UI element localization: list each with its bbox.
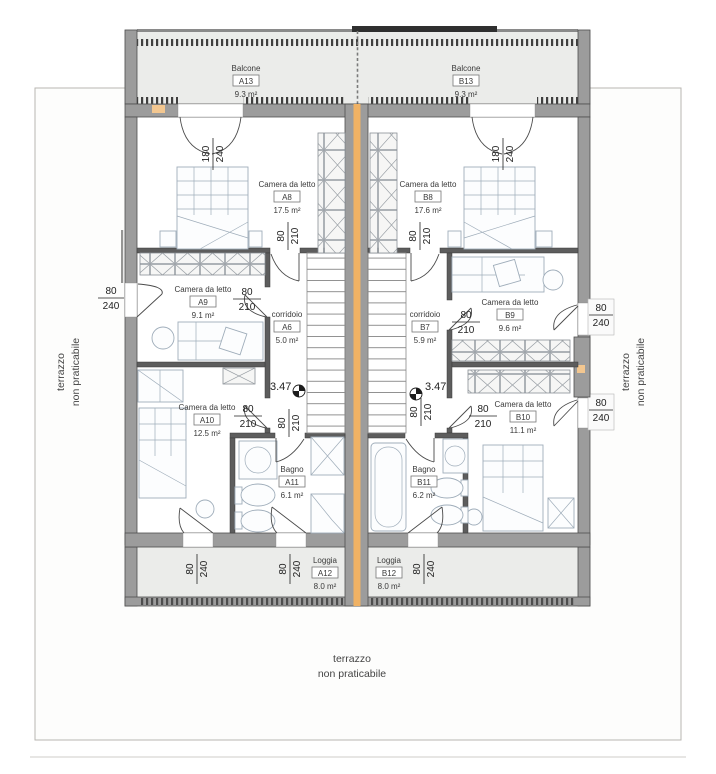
roof-bar — [352, 26, 497, 32]
svg-text:B11: B11 — [417, 478, 431, 487]
balcony-railing-bottom-1 — [137, 97, 178, 104]
svg-text:240: 240 — [215, 145, 226, 163]
balcony-railing-bottom-4 — [537, 97, 578, 104]
svg-text:80: 80 — [242, 404, 254, 415]
svg-text:240: 240 — [102, 301, 120, 312]
svg-text:9.3 m²: 9.3 m² — [234, 90, 258, 99]
svg-text:9.1 m²: 9.1 m² — [191, 311, 215, 320]
svg-text:B8: B8 — [423, 193, 433, 202]
svg-text:corridoio: corridoio — [271, 310, 303, 319]
svg-text:terrazzo: terrazzo — [620, 353, 632, 391]
level-value: 3.47 — [425, 381, 447, 393]
door-opening-b8-balcony — [470, 104, 535, 117]
svg-text:5.9 m²: 5.9 m² — [413, 336, 437, 345]
svg-text:9.3 m²: 9.3 m² — [454, 90, 478, 99]
svg-text:B12: B12 — [381, 569, 397, 578]
svg-text:11.1 m²: 11.1 m² — [509, 426, 537, 435]
door-opening-a10-loggia — [183, 533, 213, 547]
room-label-b12 — [376, 556, 402, 591]
balcony-wall-right — [578, 30, 590, 104]
wardrobe-b10 — [468, 370, 570, 393]
balcony-strip — [125, 26, 590, 104]
svg-text:Camera da letto: Camera da letto — [174, 285, 232, 294]
svg-text:B10: B10 — [515, 413, 531, 422]
loggia-railing-1 — [140, 598, 343, 605]
svg-text:Bagno: Bagno — [412, 465, 436, 474]
svg-text:240: 240 — [199, 560, 210, 578]
svg-text:80: 80 — [595, 398, 607, 409]
svg-text:12.5 m²: 12.5 m² — [193, 429, 221, 438]
svg-text:Camera da letto: Camera da letto — [258, 180, 316, 189]
svg-text:6.2 m²: 6.2 m² — [412, 491, 436, 500]
svg-text:210: 210 — [423, 403, 434, 421]
svg-text:210: 210 — [457, 325, 475, 336]
svg-text:terrazzo: terrazzo — [333, 653, 371, 665]
svg-text:Bagno: Bagno — [280, 465, 304, 474]
svg-text:80: 80 — [105, 286, 117, 297]
level-value: 3.47 — [270, 381, 292, 393]
svg-text:B13: B13 — [458, 77, 474, 86]
svg-text:A12: A12 — [317, 569, 333, 578]
room-label-b13 — [452, 64, 481, 99]
svg-text:80: 80 — [409, 406, 420, 418]
svg-text:240: 240 — [292, 560, 303, 578]
room-label-b7 — [410, 310, 441, 345]
door-opening-b11-loggia — [408, 533, 438, 547]
svg-text:Camera da letto: Camera da letto — [399, 180, 457, 189]
window-hatch-left — [119, 230, 126, 283]
svg-text:80: 80 — [477, 404, 489, 415]
svg-text:9.6 m²: 9.6 m² — [498, 324, 522, 333]
svg-text:80: 80 — [278, 563, 289, 575]
wall-accent-left — [152, 105, 165, 113]
party-wall-accent — [354, 104, 361, 606]
svg-text:8.0 m²: 8.0 m² — [377, 582, 401, 591]
svg-text:6.1 m²: 6.1 m² — [280, 491, 304, 500]
stairs-unit-b — [368, 253, 406, 433]
window-opening-left — [125, 283, 137, 317]
svg-text:210: 210 — [422, 227, 433, 245]
loggia-railing-2 — [370, 598, 575, 605]
svg-text:A13: A13 — [238, 77, 254, 86]
svg-text:210: 210 — [474, 419, 492, 430]
svg-text:17.6 m²: 17.6 m² — [414, 206, 442, 215]
svg-text:B7: B7 — [420, 323, 430, 332]
svg-text:A8: A8 — [282, 193, 292, 202]
stairs-unit-a — [307, 253, 345, 433]
svg-text:240: 240 — [505, 145, 516, 163]
svg-text:240: 240 — [592, 413, 610, 424]
svg-text:A11: A11 — [285, 478, 299, 487]
party-wall — [345, 104, 368, 606]
svg-text:A6: A6 — [282, 323, 292, 332]
room-label-a6 — [272, 310, 303, 345]
balcony-wall-left — [125, 30, 137, 104]
svg-text:80: 80 — [595, 303, 607, 314]
svg-text:Loggia: Loggia — [376, 556, 402, 565]
svg-text:180: 180 — [201, 145, 212, 163]
svg-text:Balcone: Balcone — [231, 64, 261, 73]
svg-text:80: 80 — [276, 230, 287, 242]
svg-text:B9: B9 — [505, 311, 515, 320]
door-opening-a11-loggia — [276, 533, 306, 547]
svg-text:terrazzo: terrazzo — [55, 353, 67, 391]
svg-text:8.0 m²: 8.0 m² — [313, 582, 337, 591]
svg-text:80: 80 — [408, 230, 419, 242]
svg-text:17.5 m²: 17.5 m² — [273, 206, 301, 215]
wardrobe-a10 — [223, 368, 255, 384]
room-label-b11 — [411, 465, 437, 500]
svg-text:Camera da letto: Camera da letto — [494, 400, 552, 409]
room-label-a13 — [232, 64, 261, 99]
svg-text:80: 80 — [241, 287, 253, 298]
door-opening-a8-balcony — [178, 104, 243, 117]
svg-text:corridoio: corridoio — [409, 310, 441, 319]
svg-text:240: 240 — [426, 560, 437, 578]
svg-text:210: 210 — [290, 227, 301, 245]
svg-text:80: 80 — [185, 563, 196, 575]
svg-text:5.0 m²: 5.0 m² — [275, 336, 299, 345]
svg-text:A10: A10 — [199, 416, 215, 425]
svg-text:A9: A9 — [198, 298, 208, 307]
svg-text:210: 210 — [238, 302, 256, 313]
wardrobe-b9 — [452, 340, 570, 361]
svg-text:non praticabile: non praticabile — [70, 337, 82, 407]
svg-text:80: 80 — [412, 563, 423, 575]
svg-text:non praticabile: non praticabile — [317, 668, 387, 680]
svg-text:240: 240 — [592, 318, 610, 329]
svg-text:210: 210 — [239, 419, 257, 430]
room-label-a12 — [312, 556, 338, 591]
svg-text:80: 80 — [460, 310, 472, 321]
svg-text:Camera da letto: Camera da letto — [481, 298, 539, 307]
svg-text:210: 210 — [291, 414, 302, 432]
svg-text:Loggia: Loggia — [312, 556, 338, 565]
wardrobe-b8 — [370, 133, 397, 253]
svg-text:180: 180 — [491, 145, 502, 163]
balcony-railing-bottom-2 — [243, 97, 345, 104]
svg-text:Balcone: Balcone — [451, 64, 481, 73]
wardrobe-a8 — [318, 133, 345, 253]
wardrobe-a9 — [140, 253, 265, 275]
wall-left — [125, 117, 137, 545]
svg-text:non praticabile: non praticabile — [635, 337, 647, 407]
room-label-a11 — [279, 465, 305, 500]
svg-text:Camera da letto: Camera da letto — [178, 403, 236, 412]
svg-text:80: 80 — [277, 417, 288, 429]
